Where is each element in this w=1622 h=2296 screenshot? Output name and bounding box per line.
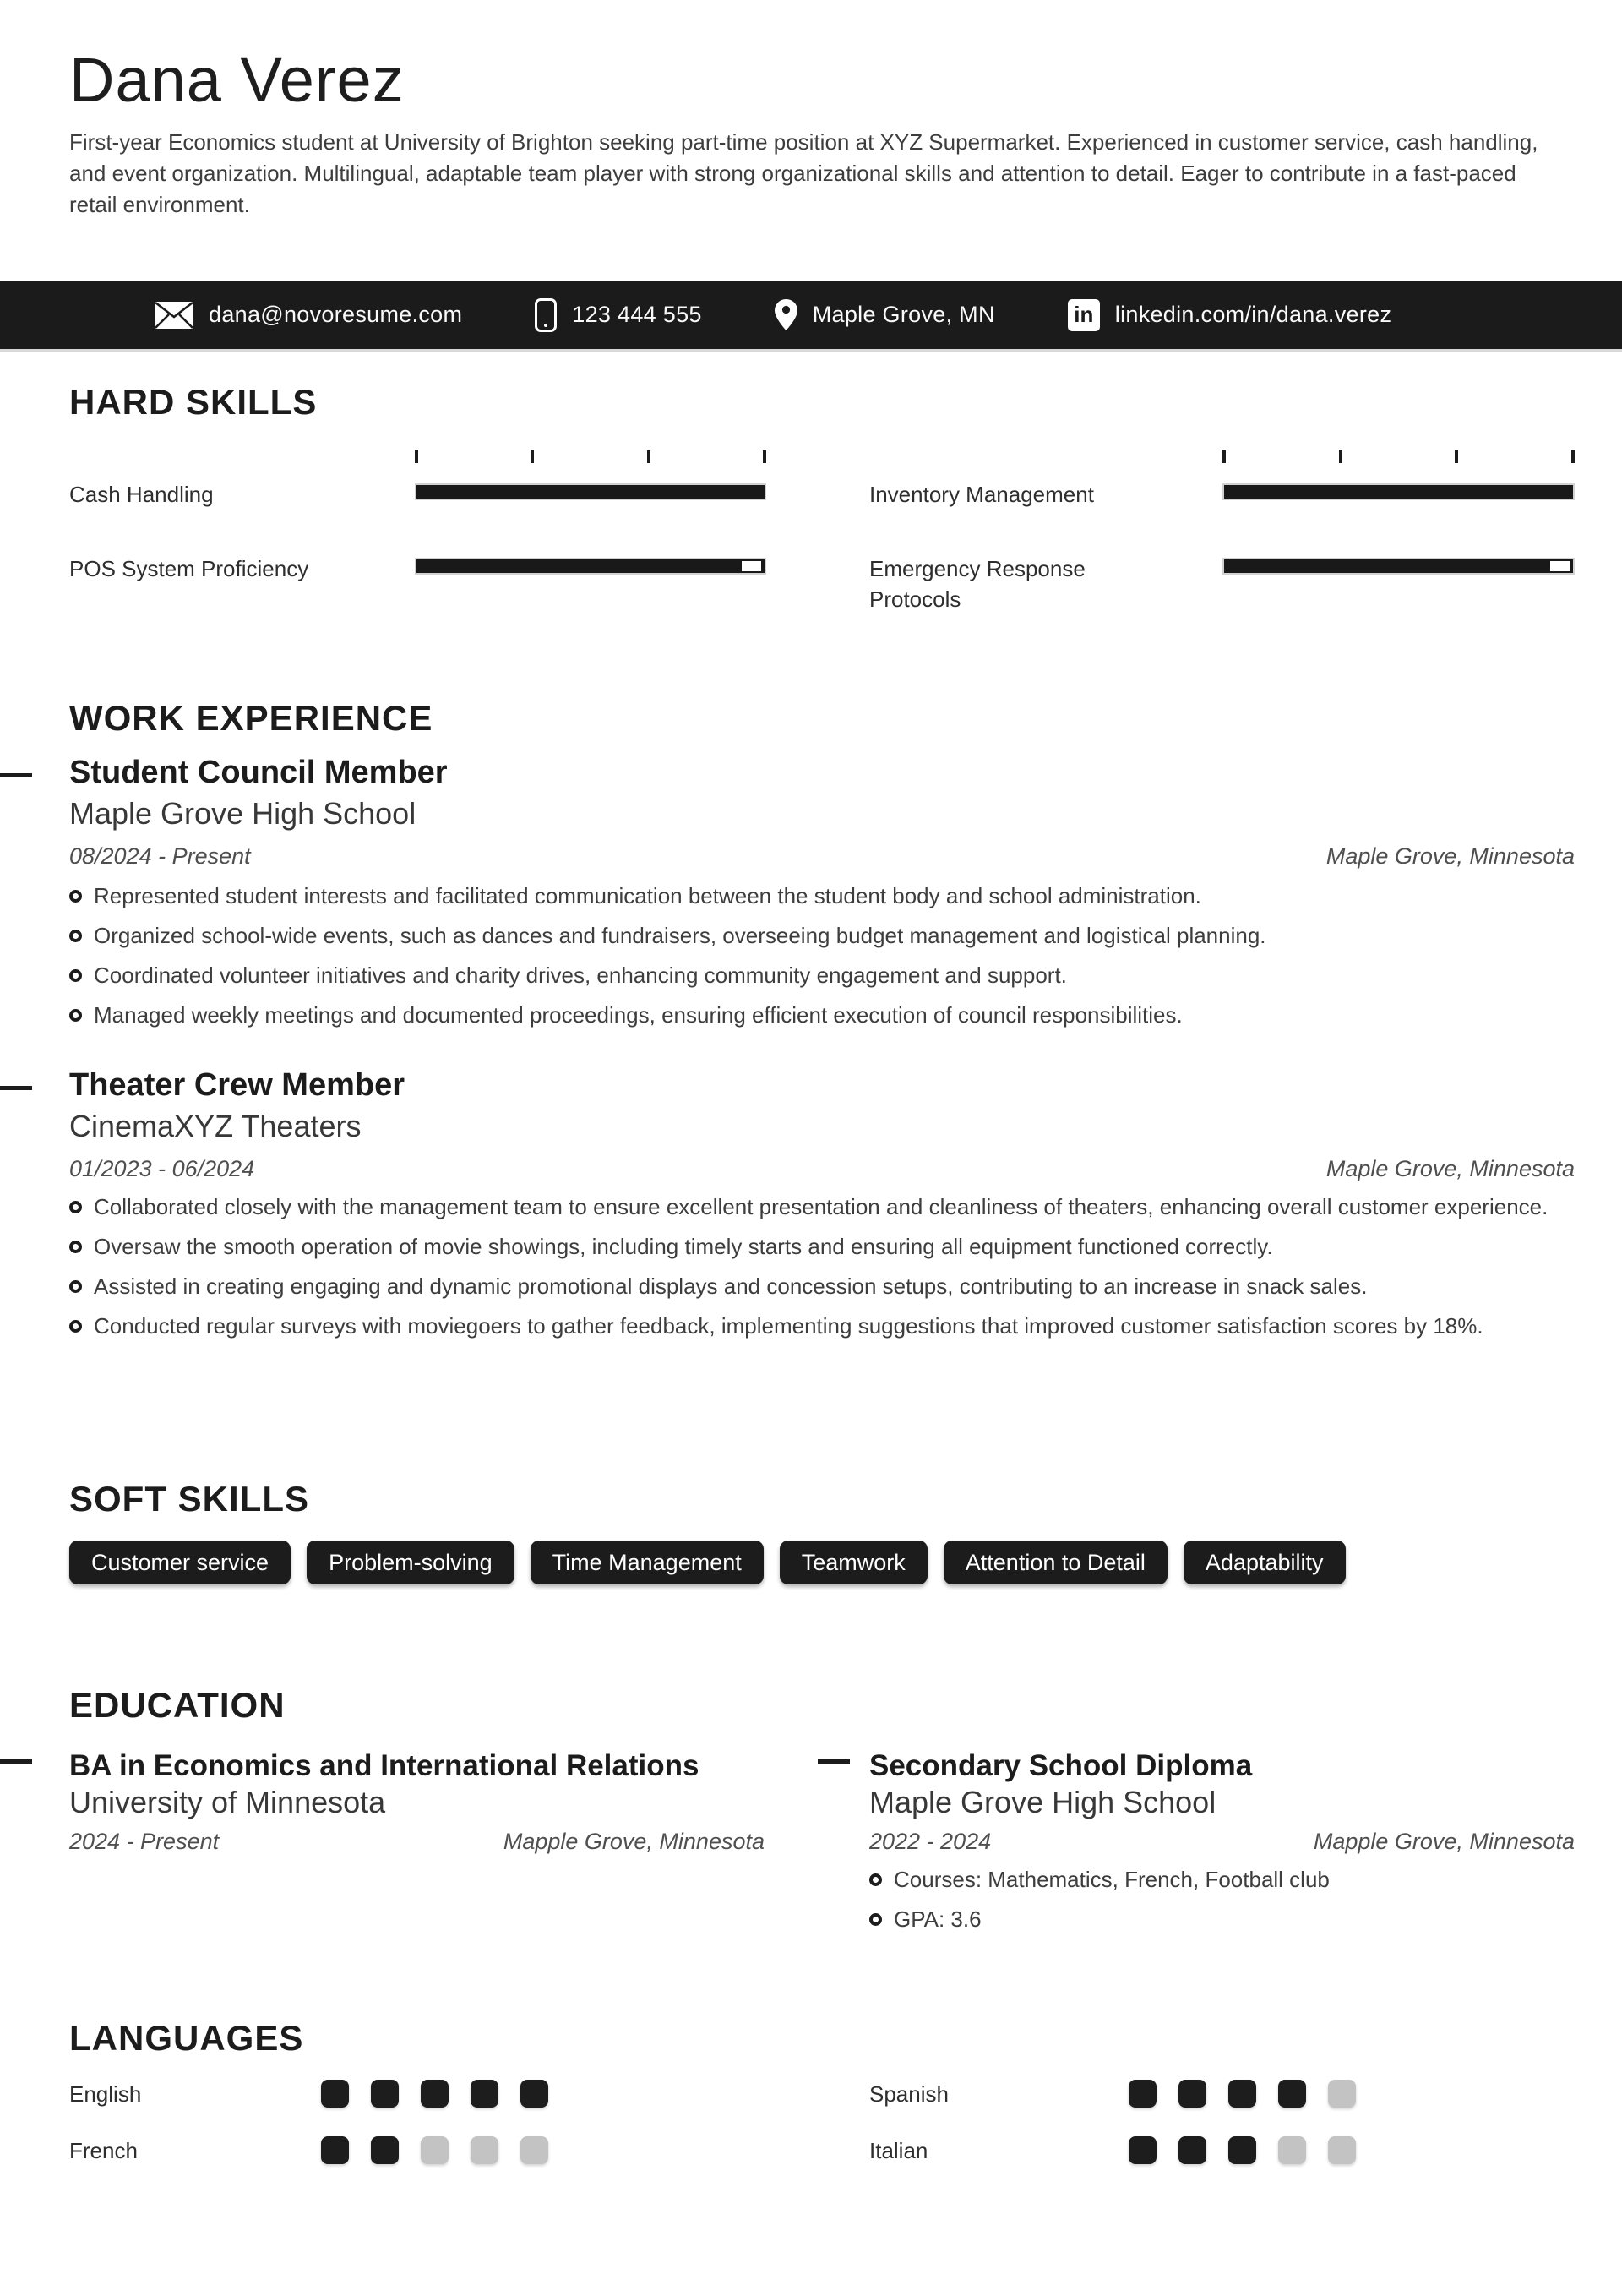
job-location: Maple Grove, Minnesota <box>1325 1156 1575 1181</box>
language-level-square <box>520 2136 548 2164</box>
entry-dash-marker <box>0 1759 32 1764</box>
scale-tick <box>1455 450 1458 463</box>
email-value: dana@novoresume.com <box>209 302 463 327</box>
language-name: French <box>69 2138 138 2163</box>
profile-summary: First-year Economics student at University of Brighton seeking part-time position at XYZ Supermarket. Experienced in customer service, cash handling, and event organization. Multilingual, adaptable team player with strong organizational skills and attention to detail. Eager to contribute in a fast-paced retail environment. <box>69 129 1538 217</box>
language-level-spanish <box>1129 2080 1356 2108</box>
language-level-square <box>1129 2080 1157 2108</box>
scale-tick <box>415 450 418 463</box>
soft-skills-title: SOFT SKILLS <box>69 1479 309 1519</box>
job-date-row <box>69 1156 1575 1182</box>
degree-title: Secondary School Diploma <box>869 1749 1253 1782</box>
education-location: Mapple Grove, Minnesota <box>503 1829 765 1854</box>
language-level-square <box>520 2080 548 2108</box>
skill-label: POS System Proficiency <box>69 556 309 581</box>
linkedin-value: linkedin.com/in/dana.verez <box>1114 302 1392 327</box>
skill-bar-inventory <box>1222 483 1575 500</box>
contact-bar <box>0 281 1622 352</box>
bullet-item: Represented student interests and facilitated communication between the student body and school administration. <box>69 881 1575 912</box>
language-level-square <box>371 2080 399 2108</box>
job-bullets <box>69 881 1575 1039</box>
soft-skill-tag: Customer service <box>69 1541 291 1584</box>
scale-tick <box>647 450 650 463</box>
language-level-italian <box>1129 2136 1356 2164</box>
skill-bar-emergency <box>1222 558 1575 575</box>
job-dates: 08/2024 - Present <box>69 843 251 869</box>
job-company: Maple Grove High School <box>69 796 416 831</box>
bullet-item: Collaborated closely with the management team to ensure excellent presentation and cleanliness of theaters, enhancing overall customer experience. <box>69 1192 1575 1223</box>
language-level-square <box>321 2136 349 2164</box>
job-dates: 01/2023 - 06/2024 <box>69 1156 255 1181</box>
job-role: Theater Crew Member <box>69 1067 406 1103</box>
entry-dash-marker <box>0 773 32 777</box>
language-level-square <box>1278 2080 1306 2108</box>
contact-linkedin <box>1068 299 1391 331</box>
language-level-english <box>321 2080 548 2108</box>
skill-bar-pos-system <box>415 558 766 575</box>
school-name: University of Minnesota <box>69 1785 386 1819</box>
education-dates: 2022 - 2024 <box>869 1829 992 1854</box>
location-pin-icon <box>775 299 797 330</box>
skill-scale-right <box>1222 450 1575 463</box>
education-bullets <box>869 1864 1575 1944</box>
school-name: Maple Grove High School <box>869 1785 1216 1819</box>
language-level-square <box>371 2136 399 2164</box>
phone-icon <box>535 298 557 332</box>
language-level-square <box>1129 2136 1157 2164</box>
language-level-french <box>321 2136 548 2164</box>
soft-skill-tag: Adaptability <box>1184 1541 1346 1584</box>
skill-scale-left <box>415 450 766 463</box>
education-date-row <box>69 1829 765 1855</box>
bullet-item: GPA: 3.6 <box>869 1904 1575 1935</box>
language-level-square <box>471 2080 498 2108</box>
job-location: Maple Grove, Minnesota <box>1325 843 1575 869</box>
language-level-square <box>1228 2136 1256 2164</box>
language-level-square <box>421 2080 449 2108</box>
soft-skill-tag: Teamwork <box>780 1541 928 1584</box>
bullet-item: Coordinated volunteer initiatives and charity drives, enhancing community engagement and support. <box>69 960 1575 991</box>
bullet-item: Assisted in creating engaging and dynamic promotional displays and concession setups, contributing to an increase in snack sales. <box>69 1271 1575 1302</box>
work-experience-title: WORK EXPERIENCE <box>69 698 433 738</box>
bullet-item: Courses: Mathematics, French, Football club <box>869 1864 1575 1895</box>
linkedin-icon: in <box>1068 299 1100 331</box>
contact-location <box>775 299 995 330</box>
language-name: Spanish <box>869 2081 949 2107</box>
scale-tick <box>1339 450 1342 463</box>
soft-skill-tag: Attention to Detail <box>944 1541 1168 1584</box>
language-level-square <box>421 2136 449 2164</box>
candidate-name: Dana Verez <box>69 45 405 115</box>
entry-dash-marker <box>818 1759 850 1764</box>
education-dates: 2024 - Present <box>69 1829 220 1854</box>
bullet-item: Organized school-wide events, such as dances and fundraisers, overseeing budget management and logistical planning. <box>69 920 1575 952</box>
contact-phone <box>535 298 701 332</box>
hard-skills-title: HARD SKILLS <box>69 382 318 422</box>
bullet-item: Oversaw the smooth operation of movie showings, including timely starts and ensuring all equipment functioned correctly. <box>69 1231 1575 1263</box>
envelope-icon <box>155 302 193 329</box>
soft-skill-tag: Time Management <box>531 1541 764 1584</box>
bullet-item: Managed weekly meetings and documented proceedings, ensuring efficient execution of council responsibilities. <box>69 1000 1575 1031</box>
job-bullets <box>69 1192 1575 1350</box>
phone-value: 123 444 555 <box>572 302 702 327</box>
scale-tick <box>531 450 534 463</box>
language-level-square <box>321 2080 349 2108</box>
job-role: Student Council Member <box>69 755 448 790</box>
skill-bar-cash-handling <box>415 483 766 500</box>
language-level-square <box>1328 2136 1356 2164</box>
language-name: English <box>69 2081 142 2107</box>
languages-title: LANGUAGES <box>69 2018 304 2058</box>
bullet-item: Conducted regular surveys with moviegoers to gather feedback, implementing suggestions that improved customer satisfaction scores by 18%. <box>69 1311 1575 1342</box>
skill-label: Cash Handling <box>69 482 214 507</box>
scale-tick <box>1222 450 1226 463</box>
contact-email <box>155 302 462 329</box>
education-location: Mapple Grove, Minnesota <box>1313 1829 1575 1854</box>
skill-label: Inventory Management <box>869 482 1094 507</box>
scale-tick <box>1571 450 1575 463</box>
language-level-square <box>1328 2080 1356 2108</box>
skill-label: Emergency Response Protocols <box>869 556 1086 612</box>
language-level-square <box>1228 2080 1256 2108</box>
soft-skill-tag: Problem-solving <box>307 1541 514 1584</box>
language-level-square <box>471 2136 498 2164</box>
language-level-square <box>1178 2080 1206 2108</box>
entry-dash-marker <box>0 1086 32 1090</box>
degree-title: BA in Economics and International Relations <box>69 1749 699 1782</box>
job-date-row <box>69 843 1575 870</box>
soft-skill-tags <box>69 1541 1346 1584</box>
language-level-square <box>1278 2136 1306 2164</box>
language-name: Italian <box>869 2138 928 2163</box>
education-date-row <box>869 1829 1575 1855</box>
location-value: Maple Grove, MN <box>812 302 995 327</box>
education-title: EDUCATION <box>69 1685 286 1725</box>
language-level-square <box>1178 2136 1206 2164</box>
scale-tick <box>763 450 766 463</box>
job-company: CinemaXYZ Theaters <box>69 1109 362 1143</box>
